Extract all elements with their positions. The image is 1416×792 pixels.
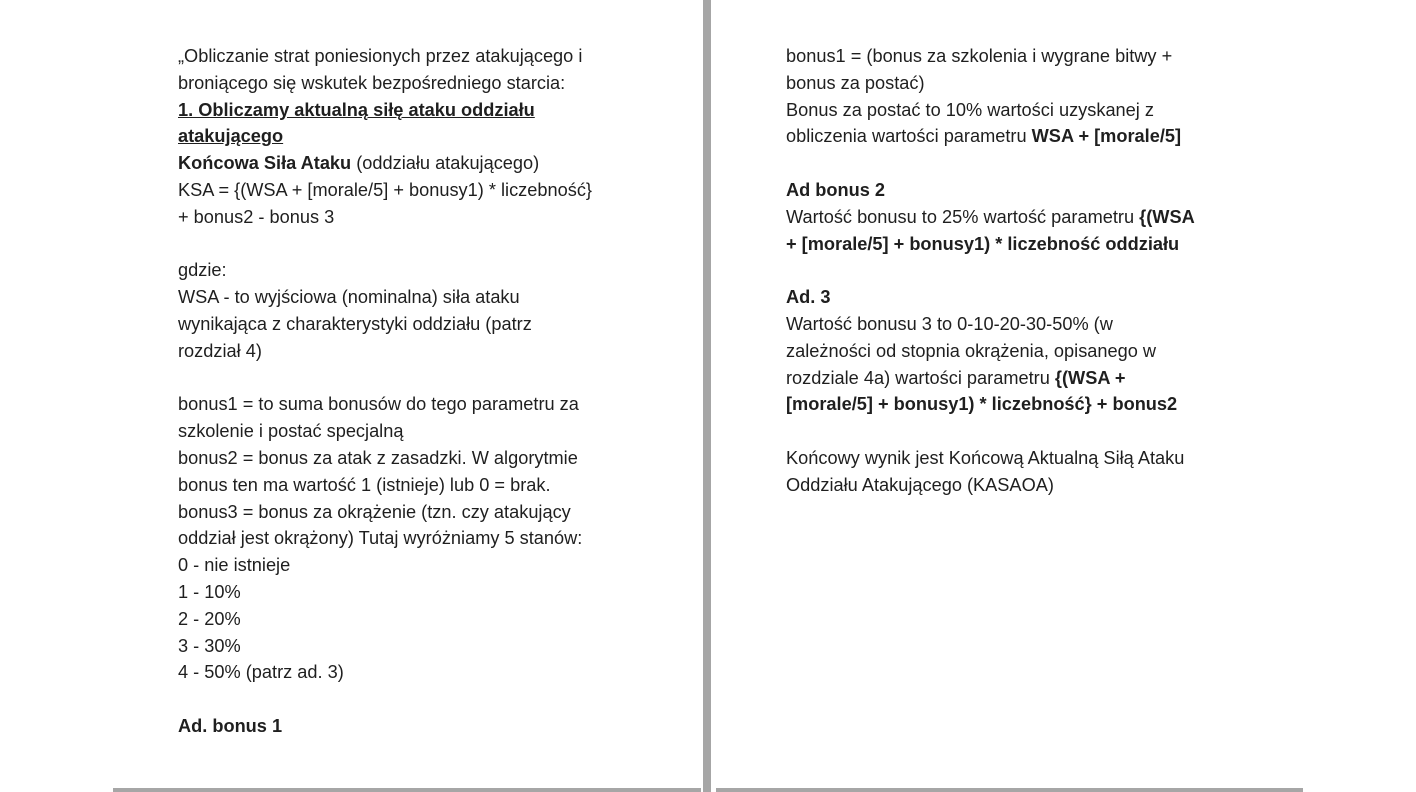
bonus3-definition: bonus3 = bonus za okrążenie (tzn. czy atakujący [178,501,571,522]
bonus1-formula: bonus1 = (bonus za szkolenia i wygrane bitwy + [786,46,1173,66]
intro-line: „Obliczanie strat poniesionych przez atakującego i [178,46,583,66]
state-item: 3 - 30% [178,635,241,656]
ksa-formula: KSA = {(WSA + [morale/5] + bonusy1) * liczebność} [178,179,592,200]
state-item: 4 - 50% (patrz ad. 3) [178,662,344,683]
bonus1-definition: szkolenie i postać specjalną [178,421,404,442]
wsa-definition: WSA - to wyjściowa (nominalna) siła ataku [178,287,520,308]
section-heading: 1. Obliczamy aktualną siłę ataku oddziału [178,99,535,120]
bonus2-text [786,204,1195,231]
bonus2-text: + [morale/5] + bonusy1) * liczebność oddziału [786,233,1180,254]
bonus3-text: Wartość bonusu 3 to 0-10-20-30-50% (w [786,313,1113,334]
intro-line: broniącego się wskutek bezpośredniego starcia: [178,72,566,93]
bonus2-text-bold: {(WSA [1139,206,1195,227]
ksa-title [178,150,592,177]
bonus3-text-normal: rozdziale 4a) wartości parametru [786,367,1055,388]
bonus3-text [786,365,1195,392]
right-page-text [786,43,1195,499]
state-item: 2 - 20% [178,608,241,629]
section-heading: atakującego [178,126,284,147]
postac-bonus-text [786,123,1195,150]
page-gutter [701,0,716,792]
postac-bonus-text: Bonus za postać to 10% wartości uzyskanej z [786,99,1154,120]
final-result-text: Końcowy wynik jest Końcową Aktualną Siłą Ataku [786,447,1185,468]
page-bottom-edge-left [113,788,701,792]
page-bottom-edge-right [716,788,1303,792]
wsa-definition: wynikająca z charakterystyki oddziału (patrz [178,313,532,334]
state-item: 1 - 10% [178,581,241,602]
bonus2-definition: bonus2 = bonus za atak z zasadzki. W algorytmie [178,447,578,468]
state-item: 0 - nie istnieje [178,555,291,576]
gdzie-label: gdzie: [178,260,227,281]
ksa-title-bold: Końcowa Siła Ataku [178,153,352,174]
wsa-definition: rozdział 4) [178,340,262,361]
ksa-formula: + bonus2 - bonus 3 [178,206,335,227]
postac-bonus-text-normal: obliczenia wartości parametru [786,126,1032,147]
postac-bonus-text-bold: WSA + [morale/5] [1031,126,1182,147]
bonus1-formula: bonus za postać) [786,72,925,93]
bonus3-text-bold: {(WSA + [1054,367,1126,388]
final-result-text: Oddziału Atakującego (KASAOA) [786,474,1054,495]
bonus1-definition: bonus1 = to suma bonusów do tego parametru za [178,394,579,415]
ad3-heading: Ad. 3 [786,287,831,308]
ad-bonus2-heading: Ad bonus 2 [786,179,886,200]
bonus2-definition: bonus ten ma wartość 1 (istnieje) lub 0 = brak. [178,474,551,495]
ad-bonus1-heading: Ad. bonus 1 [178,715,283,736]
page-divider [703,0,711,792]
ksa-title-rest: (oddziału atakującego) [351,153,540,174]
left-page-text [178,43,592,740]
bonus3-definition: oddział jest okrążony) Tutaj wyróżniamy 5 stanów: [178,528,583,549]
bonus3-text: zależności od stopnia okrążenia, opisanego w [786,340,1157,361]
bonus3-text: [morale/5] + bonusy1) * liczebność} + bonus2 [786,394,1178,415]
bonus2-text-normal: Wartość bonusu to 25% wartość parametru [786,206,1140,227]
